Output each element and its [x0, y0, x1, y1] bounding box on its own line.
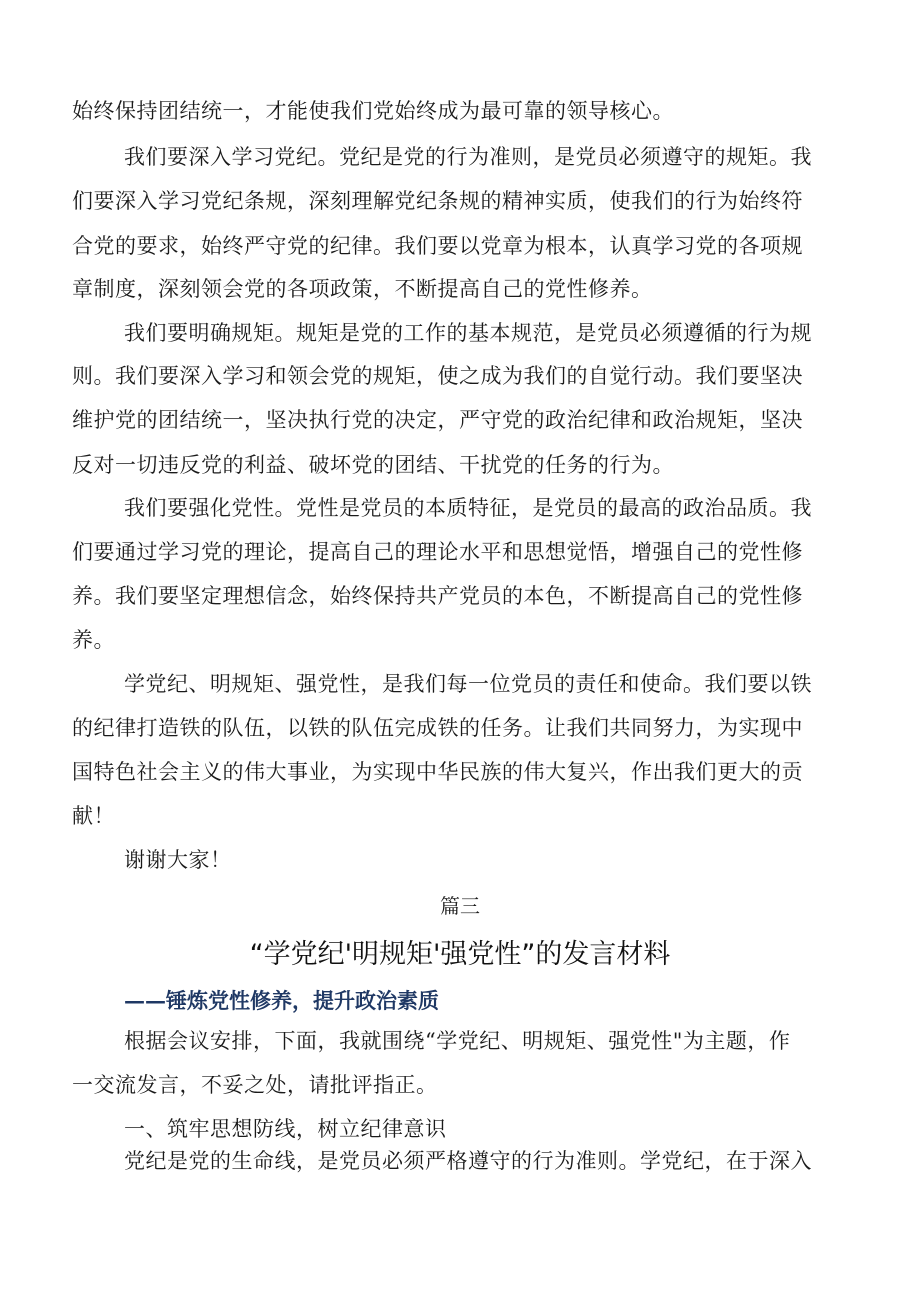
paragraph-line: 章制度，深刻领会党的各项政策，不断提高自己的党性修养。 — [72, 277, 653, 301]
paragraph-line: 的纪律打造铁的队伍，以铁的队伍完成铁的任务。让我们共同努力，为实现中 — [72, 716, 803, 740]
paragraph-line: 国特色社会主义的伟大事业，为实现中华民族的伟大复兴，作出我们更大的贡 — [72, 760, 803, 784]
paragraph-line: 党纪是党的生命线，是党员必须严格遵守的行为准则。学党纪，在于深入 — [124, 1149, 812, 1173]
paragraph-line: 们要通过学习党的理论，提高自己的理论水平和思想觉悟，增强自己的党性修 — [72, 540, 803, 564]
paragraph-line: 根据会议安排，下面，我就围绕“学党纪、明规矩、强党性"为主题，作 — [124, 1029, 791, 1053]
paragraph-line: 谢谢大家！ — [124, 848, 232, 872]
paragraph-line: 养。我们要坚定理想信念，始终保持共产党员的本色，不断提高自己的党性修 — [72, 584, 803, 608]
paragraph-line: 我们要深入学习党纪。党纪是党的行为准则，是党员必须遵守的规矩。我 — [124, 145, 812, 169]
paragraph-line: 维护党的团结统一，坚决执行党的决定，严守党的政治纪律和政治规矩，坚决 — [72, 408, 803, 432]
paragraph-line: 一交流发言，不妥之处，请批评指正。 — [72, 1073, 438, 1097]
paragraph-line: 则。我们要深入学习和领会党的规矩，使之成为我们的自觉行动。我们要坚决 — [72, 364, 803, 388]
paragraph-line: 养。 — [72, 628, 115, 652]
paragraph-line: 我们要明确规矩。规矩是党的工作的基本规范，是党员必须遵循的行为规 — [124, 321, 812, 345]
document-title: “学党纪'明规矩'强党性”的发言材料 — [249, 939, 671, 970]
document-subtitle: ——锤炼党性修养，提升政治素质 — [124, 988, 439, 1013]
paragraph-line: 反对一切违反党的利益、破坏党的团结、干扰党的任务的行为。 — [72, 453, 674, 477]
paragraph-line: 我们要强化党性。党性是党员的本质特征，是党员的最高的政治品质。我 — [124, 496, 812, 520]
paragraph-line: 学党纪、明规矩、强党性，是我们每一位党员的责任和使命。我们要以铁 — [124, 672, 812, 696]
paragraph-line: 始终保持团结统一，才能使我们党始终成为最可靠的领导核心。 — [72, 99, 674, 123]
paragraph-line: 献！ — [72, 804, 115, 828]
section-label: 篇三 — [440, 894, 480, 918]
paragraph-line: 们要深入学习党纪条规，深刻理解党纪条规的精神实质，使我们的行为始终符 — [72, 189, 803, 213]
paragraph-line: 合党的要求，始终严守党的纪律。我们要以党章为根本，认真学习党的各项规 — [72, 234, 803, 258]
section-heading: 一、筑牢思想防线，树立纪律意识 — [124, 1117, 447, 1141]
